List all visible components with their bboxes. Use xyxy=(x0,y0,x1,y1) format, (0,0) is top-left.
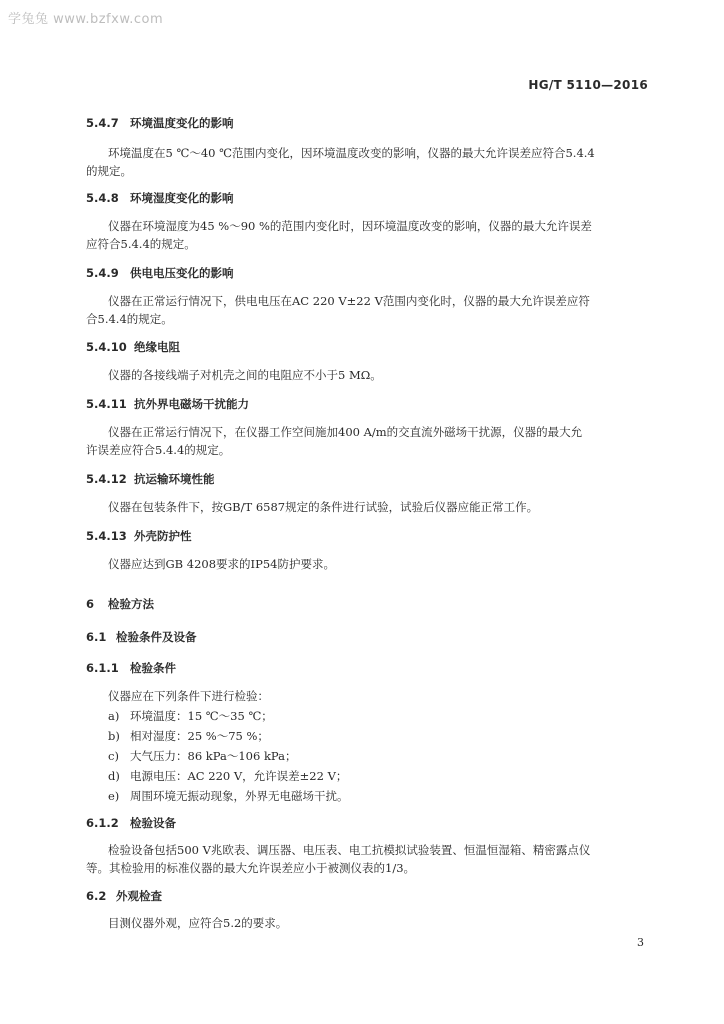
section-heading-6-1 xyxy=(86,629,197,645)
list-marker: a) xyxy=(108,709,120,723)
section-heading-5-4-11 xyxy=(86,396,249,412)
list-marker: c) xyxy=(108,749,119,763)
section-title: 环境湿度变化的影响 xyxy=(130,191,234,205)
paragraph-6-2-line-1: 目测仪器外观，应符合5.2的要求。 xyxy=(108,916,288,930)
paragraph-5-4-10-line-1: 仪器的各接线端子对机壳之间的电阻应不小于5 MΩ。 xyxy=(108,368,382,382)
paragraph-5-4-7-line-2: 的规定。 xyxy=(86,164,132,178)
list-item xyxy=(108,728,269,744)
paragraph-5-4-9-line-1: 仪器在正常运行情况下，供电电压在AC 220 V±22 V范围内变化时，仪器的最大允许误差应符 xyxy=(108,294,590,308)
section-heading-5-4-10 xyxy=(86,339,180,355)
list-text: 相对湿度：25 %～75 %； xyxy=(130,729,269,743)
list-text: 环境温度：15 ℃～35 ℃； xyxy=(130,709,273,723)
section-heading-5-4-13 xyxy=(86,528,192,544)
section-title: 外壳防护性 xyxy=(134,529,192,543)
section-number: 5.4.7 xyxy=(86,116,119,130)
paragraph-6-1-2-line-1: 检验设备包括500 V兆欧表、调压器、电压表、电工抗模拟试验装置、恒温恒湿箱、精密露点仪 xyxy=(108,843,591,857)
section-title: 检验方法 xyxy=(108,597,154,611)
section-number: 6 xyxy=(86,597,95,611)
section-title: 检验设备 xyxy=(130,816,176,830)
section-heading-5-4-8 xyxy=(86,190,234,206)
section-number: 6.1 xyxy=(86,630,107,644)
list-item xyxy=(108,748,297,764)
section-number: 5.4.12 xyxy=(86,472,127,486)
paragraph-5-4-13-line-1: 仪器应达到GB 4208要求的IP54防护要求。 xyxy=(108,557,335,571)
list-marker: b) xyxy=(108,729,120,743)
section-number: 5.4.9 xyxy=(86,266,119,280)
list-item xyxy=(108,708,273,724)
paragraph-5-4-7-line-1: 环境温度在5 ℃～40 ℃范围内变化，因环境温度改变的影响，仪器的最大允许误差应符合5.4.4 xyxy=(108,146,595,160)
list-text: 大气压力：86 kPa～106 kPa； xyxy=(130,749,297,763)
section-title: 供电电压变化的影响 xyxy=(130,266,234,280)
section-heading-5-4-12 xyxy=(86,471,215,487)
page-number: 3 xyxy=(637,936,644,949)
paragraph-5-4-11-line-2: 许误差应符合5.4.4的规定。 xyxy=(86,443,231,457)
section-title: 抗运输环境性能 xyxy=(134,472,215,486)
paragraph-5-4-11-line-1: 仪器在正常运行情况下，在仪器工作空间施加400 A/m的交直流外磁场干扰源，仪器的最大允 xyxy=(108,425,583,439)
section-heading-6-1-2 xyxy=(86,815,176,831)
list-text: 周围环境无振动现象，外界无电磁场干扰。 xyxy=(130,789,349,803)
list-marker: e) xyxy=(108,789,120,803)
paragraph-6-1-1-intro: 仪器应在下列条件下进行检验： xyxy=(108,689,269,703)
list-item xyxy=(108,788,349,804)
paragraph-5-4-8-line-1: 仪器在环境湿度为45 %～90 %的范围内变化时，因环境温度改变的影响，仪器的最大允许误差 xyxy=(108,219,592,233)
document-code: HG/T 5110—2016 xyxy=(528,78,648,92)
watermark: 学兔兔 www.bzfxw.com xyxy=(8,12,164,27)
section-number: 5.4.8 xyxy=(86,191,119,205)
section-heading-6-1-1 xyxy=(86,660,176,676)
section-number: 6.1.1 xyxy=(86,661,119,675)
section-heading-5-4-9 xyxy=(86,265,234,281)
paragraph-5-4-12-line-1: 仪器在包装条件下，按GB/T 6587规定的条件进行试验，试验后仪器应能正常工作。 xyxy=(108,500,539,514)
section-title: 外观检查 xyxy=(116,889,162,903)
paragraph-5-4-9-line-2: 合5.4.4的规定。 xyxy=(86,312,173,326)
paragraph-5-4-8-line-2: 应符合5.4.4的规定。 xyxy=(86,237,196,251)
section-title: 环境温度变化的影响 xyxy=(130,116,234,130)
chapter-heading-6 xyxy=(86,596,154,612)
list-text: 电源电压：AC 220 V，允许误差±22 V； xyxy=(130,769,348,783)
section-title: 抗外界电磁场干扰能力 xyxy=(134,397,249,411)
list-item xyxy=(108,768,347,784)
section-heading-6-2 xyxy=(86,888,162,904)
section-title: 检验条件 xyxy=(130,661,176,675)
section-number: 6.1.2 xyxy=(86,816,119,830)
section-heading-5-4-7 xyxy=(86,115,234,131)
section-title: 检验条件及设备 xyxy=(116,630,197,644)
section-number: 5.4.13 xyxy=(86,529,127,543)
paragraph-6-1-2-line-2: 等。其检验用的标准仪器的最大允许误差应小于被测仪表的1/3。 xyxy=(86,861,416,875)
section-number: 5.4.11 xyxy=(86,397,127,411)
section-number: 6.2 xyxy=(86,889,107,903)
section-title: 绝缘电阻 xyxy=(134,340,180,354)
list-marker: d) xyxy=(108,769,120,783)
section-number: 5.4.10 xyxy=(86,340,127,354)
